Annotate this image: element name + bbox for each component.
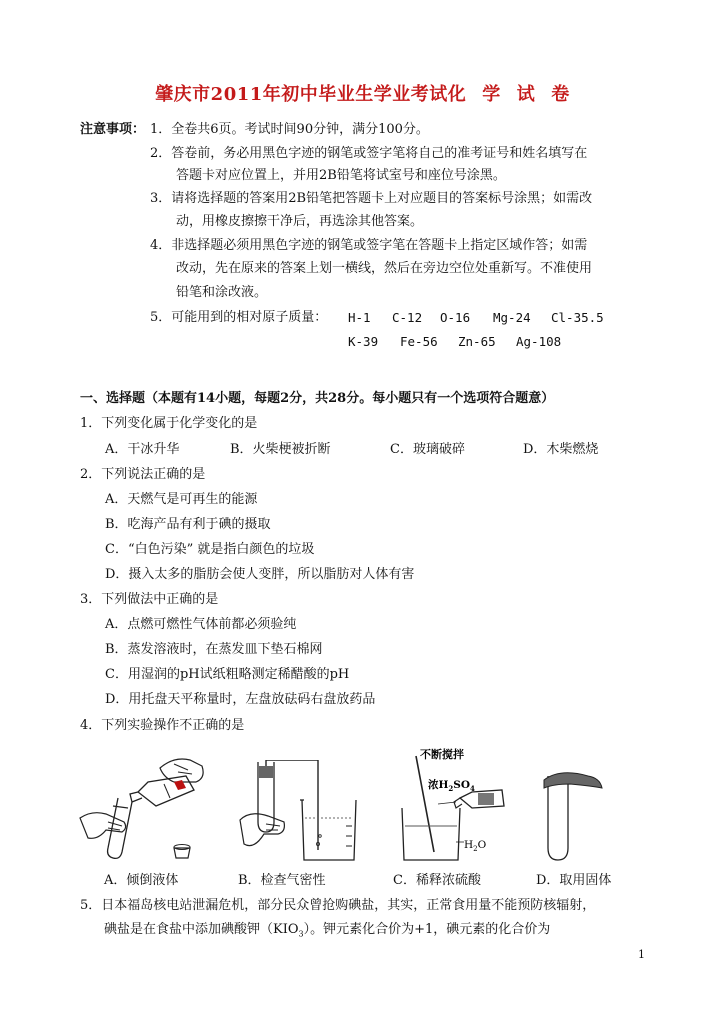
mass-fe: Fe-56 — [400, 334, 438, 349]
mass-k: K-39 — [348, 334, 379, 349]
acid-mid: SO — [453, 779, 471, 791]
option-c: C．用湿润的pH试纸粗略测定稀醋酸的pH — [105, 667, 350, 682]
mass-ag: Ag-108 — [516, 334, 562, 349]
exam-title — [0, 80, 725, 106]
option-b: B．火柴梗被折断 — [230, 442, 331, 457]
option-b: B．吃海产品有利于碘的摄取 — [105, 517, 271, 532]
option-a: A．干冰升华 — [105, 442, 180, 457]
section-heading: 一、选择题（本题有14小题，每题2分，共28分。每小题只有一个选项符合题意） — [80, 391, 555, 406]
title-subject-3: 卷 — [551, 84, 570, 105]
option-d: D．摄入太多的脂肪会使人变胖，所以脂肪对人体有害 — [105, 567, 415, 582]
solid-reagent-illustration — [540, 768, 610, 866]
option-a: A．点燃可燃性气体前都必须验纯 — [105, 617, 297, 632]
option-a: A．天燃气是可再生的能源 — [105, 492, 258, 507]
stir-label: 不断搅拌 — [420, 748, 464, 761]
question-stem: 1．下列变化属于化学变化的是 — [80, 416, 258, 431]
question-stem: 3．下列做法中正确的是 — [80, 592, 219, 607]
option-d: D．用托盘天平称量时，左盘放砝码右盘放药品 — [105, 692, 376, 707]
question-stem: 4．下列实验操作不正确的是 — [80, 718, 245, 733]
title-subject-1: 学 — [482, 84, 501, 105]
note-item: 3．请将选择题的答案用2B铅笔把答题卡上对应题目的答案标号涂黑；如需改 — [150, 191, 593, 206]
note-item: 1．全卷共6页。考试时间90分钟，满分100分。 — [150, 122, 429, 137]
masses-intro: 5．可能用到的相对原子质量： — [150, 310, 328, 325]
mass-h: H-1 — [348, 310, 371, 325]
option-c: C．“白色污染” 就是指白颜色的垃圾 — [105, 542, 315, 557]
mass-zn: Zn-65 — [458, 334, 496, 349]
airtightness-illustration — [228, 760, 368, 866]
water-o: O — [477, 839, 487, 851]
mass-cl: Cl-35.5 — [551, 310, 604, 325]
acid-label — [428, 778, 475, 793]
pour-liquid-illustration — [78, 748, 208, 866]
title-subject-2: 试 — [516, 84, 536, 105]
figure-caption-a: A．倾倒液体 — [104, 873, 179, 888]
note-item: 答题卡对应位置上，并用2B铅笔将试室号和座位号涂黑。 — [176, 168, 506, 183]
page-number: 1 — [638, 948, 645, 961]
option-d: D．木柴燃烧 — [523, 442, 599, 457]
q5-text-a: 碘盐是在食盐中添加碘酸钾（KIO — [104, 922, 299, 937]
figure-caption-d: D．取用固体 — [536, 873, 612, 888]
q5-subscript: 3 — [298, 929, 304, 939]
acid-prefix: 浓H — [428, 779, 449, 791]
note-item: 改动，先在原来的答案上划一横线，然后在旁边空位处重新写。不准使用 — [176, 261, 593, 276]
notes-label: 注意事项： — [80, 122, 146, 137]
question-stem-continued — [104, 920, 550, 945]
question-stem: 5．日本福岛核电站泄漏危机，部分民众曾抢购碘盐，其实，正常食用量不能预防核辐射， — [80, 898, 596, 913]
note-item: 2．答卷前，务必用黑色字迹的钢笔或签字笔将自己的准考证号和姓名填写在 — [150, 146, 588, 161]
mass-mg: Mg-24 — [493, 310, 531, 325]
water-sub: 2 — [473, 845, 478, 853]
title-main: 肇庆市2011年初中毕业生学业考试化 — [155, 84, 467, 105]
figure-caption-b: B．检查气密性 — [238, 873, 326, 888]
water-h: H — [464, 839, 474, 851]
water-label — [464, 839, 487, 853]
note-item: 铅笔和涂改液。 — [176, 285, 268, 300]
option-c: C．玻璃破碎 — [390, 442, 465, 457]
acid-sub2: 4 — [470, 784, 475, 793]
question-stem: 2．下列说法正确的是 — [80, 467, 206, 482]
dilute-acid-illustration — [398, 744, 518, 866]
mass-o: O-16 — [440, 310, 471, 325]
note-item: 4．非选择题必须用黑色字迹的钢笔或签字笔在答题卡上指定区域作答；如需 — [150, 238, 588, 253]
q5-text-b: ）。钾元素化合价为+1，碘元素的化合价为 — [303, 922, 551, 937]
option-b: B．蒸发溶液时，在蒸发皿下垫石棉网 — [105, 642, 323, 657]
mass-c: C-12 — [392, 310, 423, 325]
note-item: 动，用橡皮擦擦干净后，再选涂其他答案。 — [176, 214, 424, 229]
acid-sub1: 2 — [448, 784, 454, 793]
figure-caption-c: C．稀释浓硫酸 — [393, 873, 481, 888]
